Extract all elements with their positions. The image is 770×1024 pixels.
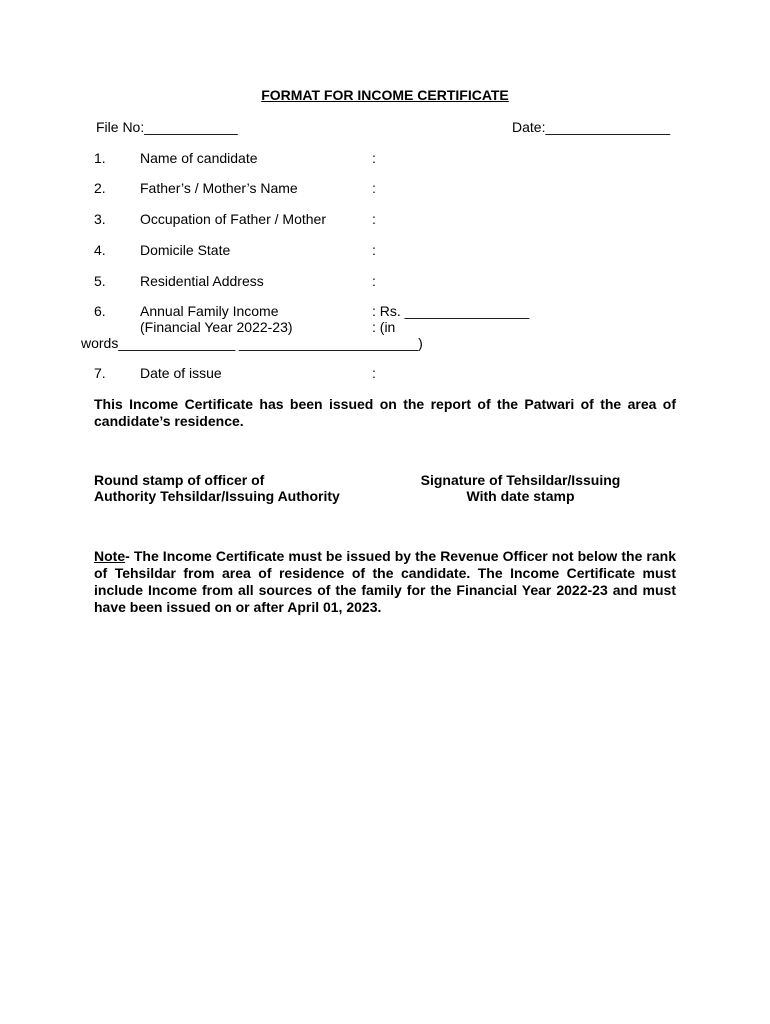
signature-label-line1: Signature of Tehsildar/Issuing bbox=[420, 472, 621, 488]
field-label-name-of-candidate: Name of candidate bbox=[140, 150, 258, 166]
field-value-date-of-issue: : bbox=[372, 365, 376, 381]
signature-label-line2: With date stamp bbox=[466, 488, 575, 504]
field-value-income-words: words_______________ _______________________) bbox=[81, 335, 423, 351]
field-value-parent-name: : bbox=[372, 180, 376, 196]
date-line: Date:________________ bbox=[512, 119, 671, 135]
field-label-residential-address: Residential Address bbox=[140, 273, 264, 289]
field-value-residential-address: : bbox=[372, 273, 376, 289]
note-text: - The Income Certificate must be issued by the Revenue Officer not below the rank of Tehsildar from area of residence of the candidate. The Income Certificate must include Income from all sources of the family for the Financial Year 2022-23 and must have been issued on or after April 01, 2023. bbox=[94, 548, 676, 615]
field-number: 2. bbox=[94, 180, 106, 196]
field-label-annual-income: Annual Family Income bbox=[140, 303, 279, 319]
field-number: 1. bbox=[94, 150, 106, 166]
note-heading: Note bbox=[94, 548, 126, 564]
field-value-domicile-state: : bbox=[372, 242, 376, 258]
field-label-date-of-issue: Date of issue bbox=[140, 365, 222, 381]
field-value-occupation: : bbox=[372, 211, 376, 227]
field-label-occupation: Occupation of Father / Mother bbox=[140, 211, 326, 227]
field-label-financial-year: (Financial Year 2022-23) bbox=[140, 319, 293, 335]
note-paragraph bbox=[94, 548, 676, 616]
page-title: FORMAT FOR INCOME CERTIFICATE bbox=[261, 87, 509, 103]
field-value-income-in: : (in bbox=[372, 319, 396, 335]
file-no-line: File No:____________ bbox=[96, 119, 238, 135]
field-label-domicile-state: Domicile State bbox=[140, 242, 231, 258]
field-number: 5. bbox=[94, 273, 106, 289]
field-number: 6. bbox=[94, 303, 106, 319]
field-value-income-rs: : Rs. ________________ bbox=[372, 303, 530, 319]
stamp-label-line1: Round stamp of officer of bbox=[94, 472, 265, 488]
field-number: 7. bbox=[94, 365, 106, 381]
certificate-statement: This Income Certificate has been issued on the report of the Patwari of the area of candidate’s residence. bbox=[94, 396, 676, 429]
stamp-label-line2: Authority Tehsildar/Issuing Authority bbox=[94, 488, 340, 504]
field-label-parent-name: Father’s / Mother’s Name bbox=[140, 180, 298, 196]
field-value-name-of-candidate: : bbox=[372, 150, 376, 166]
field-number: 3. bbox=[94, 211, 106, 227]
field-number: 4. bbox=[94, 242, 106, 258]
